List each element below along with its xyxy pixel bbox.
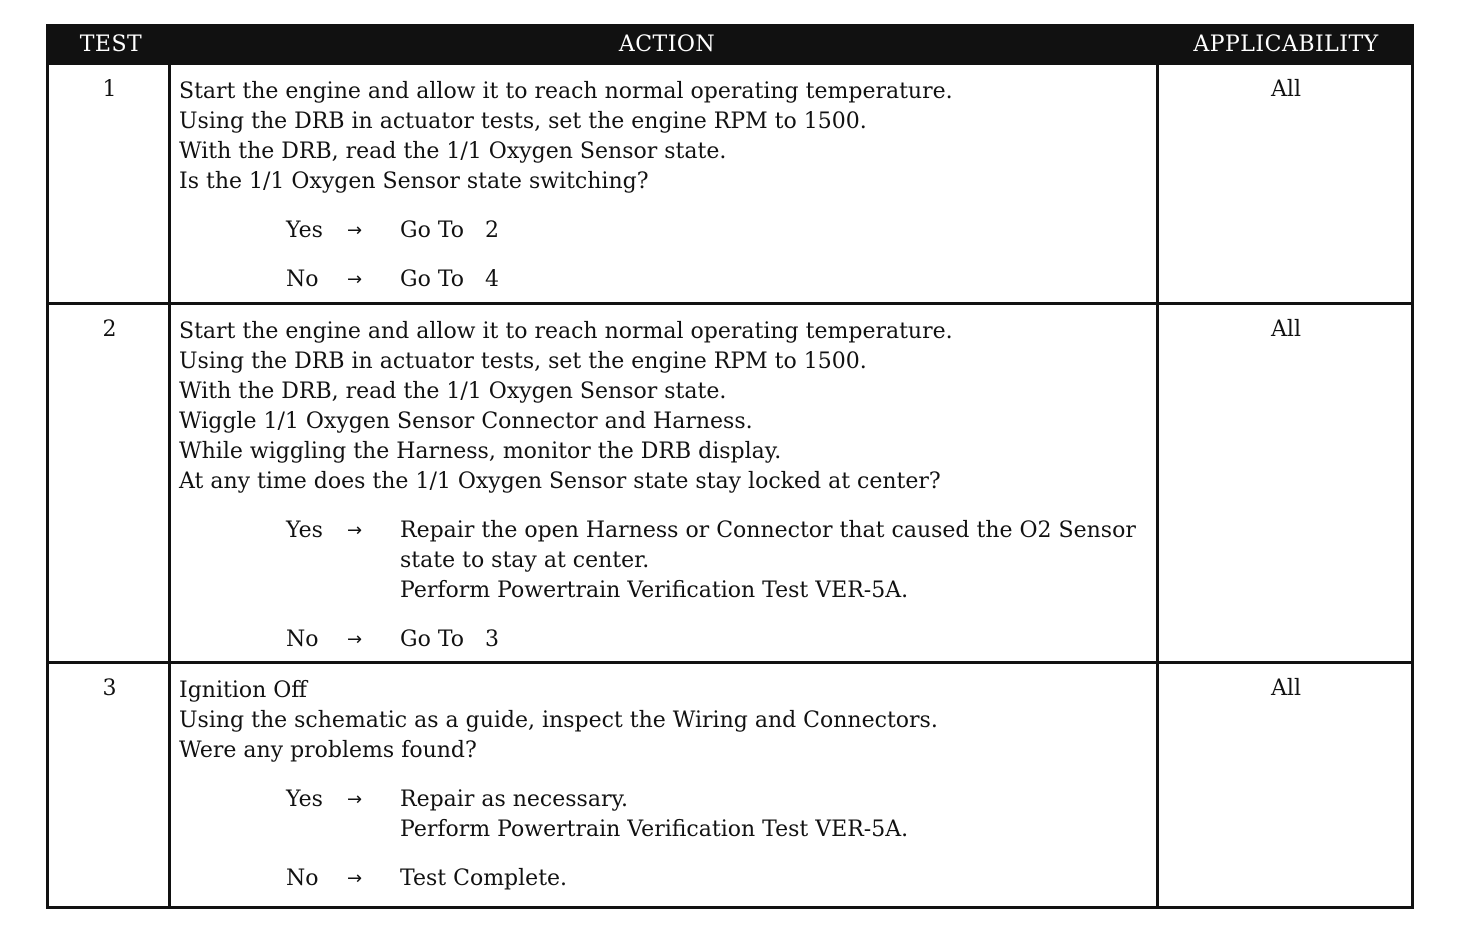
answer-label: Yes (286, 518, 323, 543)
test-procedure-table (46, 24, 1414, 909)
arrow-icon: → (347, 220, 363, 241)
step-text: Using the DRB in actuator tests, set the engine RPM to 1500. (179, 349, 867, 374)
answer-result: Test Complete. (400, 866, 568, 891)
applicability-value: All (1271, 317, 1301, 342)
applicability-value: All (1271, 676, 1301, 701)
answer-result: Perform Powertrain Verification Test VER-5A. (400, 578, 909, 603)
answer-label: No (286, 627, 319, 652)
answer-result: Repair as necessary. (400, 787, 628, 812)
step-text: Start the engine and allow it to reach normal operating temperature. (179, 319, 953, 344)
step-text: Using the schematic as a guide, inspect the Wiring and Connectors. (179, 708, 938, 733)
test-number: 3 (102, 676, 117, 701)
arrow-icon: → (347, 269, 363, 290)
header-applicability: APPLICABILITY (1193, 32, 1379, 57)
answer-yes (179, 516, 1159, 606)
step-text: Were any problems found? (179, 738, 477, 763)
arrow-icon: → (347, 520, 363, 541)
answer-yes (179, 216, 1159, 246)
arrow-icon: → (347, 789, 363, 810)
answer-result: Go To 4 (400, 267, 499, 292)
answer-result: Repair the open Harness or Connector that caused the O2 Sensor (400, 518, 1136, 543)
step-text: Ignition Off (179, 678, 307, 703)
arrow-icon: → (347, 868, 363, 889)
table-header (49, 24, 1411, 65)
arrow-icon: → (347, 629, 363, 650)
answer-result: Go To 2 (400, 218, 499, 243)
answer-label: No (286, 267, 319, 292)
applicability-value: All (1271, 77, 1301, 102)
answer-label: No (286, 866, 319, 891)
step-text: With the DRB, read the 1/1 Oxygen Sensor state. (179, 379, 727, 404)
step-text: With the DRB, read the 1/1 Oxygen Sensor state. (179, 139, 727, 164)
answer-result: Go To 3 (400, 627, 499, 652)
answer-no (179, 864, 1159, 894)
step-text: Wiggle 1/1 Oxygen Sensor Connector and Harness. (179, 409, 753, 434)
header-test: TEST (79, 32, 143, 57)
table-row (49, 664, 1411, 909)
answer-yes (179, 785, 1159, 845)
step-text: At any time does the 1/1 Oxygen Sensor state stay locked at center? (179, 469, 941, 494)
answer-no (179, 625, 1159, 655)
answer-result: Perform Powertrain Verification Test VER-5A. (400, 817, 909, 842)
answer-label: Yes (286, 218, 323, 243)
table-row (49, 65, 1411, 302)
action-cell (179, 317, 1159, 655)
answer-result: state to stay at center. (400, 548, 650, 573)
step-text: Start the engine and allow it to reach normal operating temperature. (179, 79, 953, 104)
step-text: Is the 1/1 Oxygen Sensor state switching? (179, 169, 649, 194)
header-action: ACTION (618, 32, 716, 57)
step-text: While wiggling the Harness, monitor the DRB display. (179, 439, 782, 464)
answer-no (179, 265, 1159, 295)
action-cell (179, 77, 1159, 295)
step-text: Using the DRB in actuator tests, set the engine RPM to 1500. (179, 109, 867, 134)
answer-label: Yes (286, 787, 323, 812)
test-number: 1 (102, 77, 117, 102)
test-number: 2 (102, 317, 117, 342)
action-cell (179, 676, 1159, 894)
table-row (49, 305, 1411, 661)
